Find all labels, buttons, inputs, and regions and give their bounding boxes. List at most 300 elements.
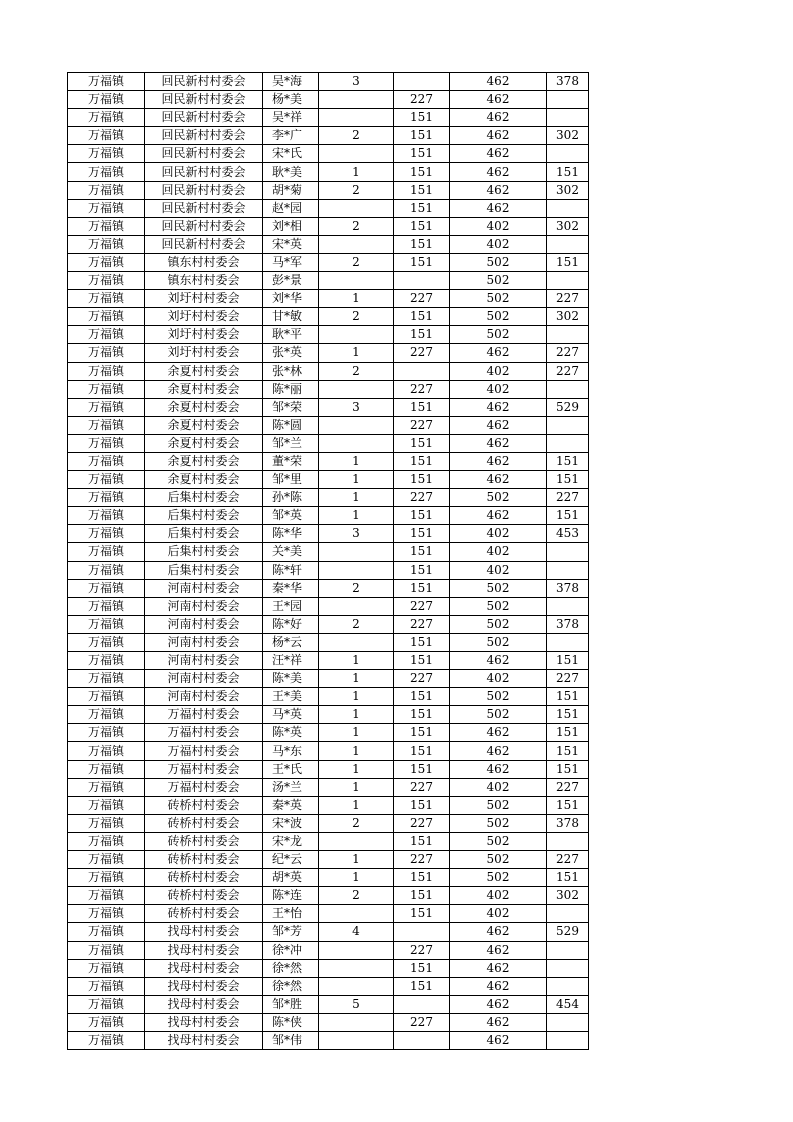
amount-c-cell (547, 832, 589, 850)
town-cell: 万福镇 (68, 561, 145, 579)
amount-c-cell: 151 (547, 724, 589, 742)
amount-b-cell: 462 (450, 181, 547, 199)
town-cell: 万福镇 (68, 905, 145, 923)
amount-c-cell (547, 959, 589, 977)
amount-b-cell: 502 (450, 253, 547, 271)
town-cell: 万福镇 (68, 995, 145, 1013)
amount-b-cell: 402 (450, 887, 547, 905)
table-row (68, 127, 589, 145)
amount-a-cell: 151 (394, 579, 450, 597)
committee-cell: 刘圩村村委会 (145, 290, 263, 308)
town-cell: 万福镇 (68, 724, 145, 742)
count-cell: 3 (319, 398, 394, 416)
committee-cell: 万福村村委会 (145, 760, 263, 778)
count-cell (319, 434, 394, 452)
amount-a-cell: 151 (394, 760, 450, 778)
table-row (68, 869, 589, 887)
count-cell: 1 (319, 452, 394, 470)
amount-c-cell: 302 (547, 127, 589, 145)
table-row (68, 344, 589, 362)
amount-b-cell: 462 (450, 109, 547, 127)
table-row (68, 724, 589, 742)
committee-cell: 刘圩村村委会 (145, 326, 263, 344)
amount-c-cell (547, 633, 589, 651)
amount-a-cell: 151 (394, 742, 450, 760)
count-cell (319, 416, 394, 434)
count-cell: 1 (319, 471, 394, 489)
name-cell: 邹*芳 (263, 923, 319, 941)
name-cell: 王*园 (263, 597, 319, 615)
amount-b-cell: 462 (450, 995, 547, 1013)
table-row (68, 525, 589, 543)
count-cell (319, 959, 394, 977)
town-cell: 万福镇 (68, 869, 145, 887)
table-row (68, 688, 589, 706)
amount-a-cell: 151 (394, 869, 450, 887)
name-cell: 耿*平 (263, 326, 319, 344)
count-cell (319, 561, 394, 579)
committee-cell: 河南村村委会 (145, 597, 263, 615)
town-cell: 万福镇 (68, 941, 145, 959)
amount-c-cell: 151 (547, 253, 589, 271)
amount-b-cell: 402 (450, 217, 547, 235)
count-cell: 1 (319, 670, 394, 688)
committee-cell: 镇东村村委会 (145, 272, 263, 290)
count-cell: 2 (319, 814, 394, 832)
count-cell: 1 (319, 344, 394, 362)
count-cell: 2 (319, 887, 394, 905)
count-cell: 2 (319, 217, 394, 235)
amount-a-cell: 151 (394, 199, 450, 217)
amount-b-cell: 462 (450, 923, 547, 941)
table-row (68, 832, 589, 850)
table-row (68, 941, 589, 959)
committee-cell: 砖桥村村委会 (145, 796, 263, 814)
amount-a-cell: 151 (394, 652, 450, 670)
table-row (68, 434, 589, 452)
count-cell: 1 (319, 507, 394, 525)
town-cell: 万福镇 (68, 253, 145, 271)
amount-b-cell: 502 (450, 869, 547, 887)
count-cell: 2 (319, 308, 394, 326)
name-cell: 陈*轩 (263, 561, 319, 579)
count-cell (319, 832, 394, 850)
amount-c-cell (547, 272, 589, 290)
amount-b-cell: 502 (450, 706, 547, 724)
count-cell (319, 109, 394, 127)
amount-a-cell: 151 (394, 525, 450, 543)
count-cell (319, 1013, 394, 1031)
table-row (68, 1013, 589, 1031)
committee-cell: 后集村村委会 (145, 561, 263, 579)
town-cell: 万福镇 (68, 814, 145, 832)
committee-cell: 砖桥村村委会 (145, 905, 263, 923)
town-cell: 万福镇 (68, 362, 145, 380)
committee-cell: 砖桥村村委会 (145, 869, 263, 887)
amount-b-cell: 402 (450, 561, 547, 579)
table-row (68, 163, 589, 181)
name-cell: 刘*华 (263, 290, 319, 308)
committee-cell: 余夏村村委会 (145, 452, 263, 470)
committee-cell: 刘圩村村委会 (145, 344, 263, 362)
committee-cell: 找母村村委会 (145, 923, 263, 941)
town-cell: 万福镇 (68, 489, 145, 507)
amount-c-cell: 378 (547, 579, 589, 597)
town-cell: 万福镇 (68, 670, 145, 688)
name-cell: 秦*华 (263, 579, 319, 597)
committee-cell: 万福村村委会 (145, 742, 263, 760)
amount-a-cell: 151 (394, 796, 450, 814)
name-cell: 胡*菊 (263, 181, 319, 199)
committee-cell: 回民新村村委会 (145, 199, 263, 217)
amount-a-cell: 151 (394, 308, 450, 326)
amount-a-cell: 151 (394, 561, 450, 579)
table-row (68, 543, 589, 561)
committee-cell: 余夏村村委会 (145, 398, 263, 416)
table-row (68, 760, 589, 778)
amount-b-cell: 462 (450, 507, 547, 525)
amount-c-cell: 227 (547, 778, 589, 796)
town-cell: 万福镇 (68, 91, 145, 109)
committee-cell: 砖桥村村委会 (145, 814, 263, 832)
amount-c-cell (547, 91, 589, 109)
amount-b-cell: 502 (450, 579, 547, 597)
committee-cell: 回民新村村委会 (145, 181, 263, 199)
amount-a-cell: 227 (394, 1013, 450, 1031)
amount-b-cell: 462 (450, 163, 547, 181)
name-cell: 王*氏 (263, 760, 319, 778)
table-row (68, 398, 589, 416)
town-cell: 万福镇 (68, 688, 145, 706)
committee-cell: 河南村村委会 (145, 615, 263, 633)
committee-cell: 余夏村村委会 (145, 471, 263, 489)
committee-cell: 万福村村委会 (145, 778, 263, 796)
amount-a-cell: 151 (394, 127, 450, 145)
committee-cell: 找母村村委会 (145, 959, 263, 977)
town-cell: 万福镇 (68, 760, 145, 778)
amount-b-cell: 462 (450, 434, 547, 452)
amount-a-cell: 227 (394, 380, 450, 398)
name-cell: 汤*兰 (263, 778, 319, 796)
amount-c-cell: 151 (547, 652, 589, 670)
amount-c-cell: 227 (547, 851, 589, 869)
amount-c-cell: 227 (547, 670, 589, 688)
town-cell: 万福镇 (68, 199, 145, 217)
name-cell: 甘*敏 (263, 308, 319, 326)
amount-c-cell: 302 (547, 308, 589, 326)
amount-a-cell: 227 (394, 814, 450, 832)
town-cell: 万福镇 (68, 778, 145, 796)
amount-c-cell: 529 (547, 923, 589, 941)
town-cell: 万福镇 (68, 471, 145, 489)
town-cell: 万福镇 (68, 796, 145, 814)
name-cell: 李*广 (263, 127, 319, 145)
town-cell: 万福镇 (68, 398, 145, 416)
amount-b-cell: 462 (450, 471, 547, 489)
amount-b-cell: 462 (450, 652, 547, 670)
amount-b-cell: 502 (450, 688, 547, 706)
committee-cell: 找母村村委会 (145, 1031, 263, 1049)
amount-b-cell: 462 (450, 416, 547, 434)
table-row (68, 145, 589, 163)
town-cell: 万福镇 (68, 706, 145, 724)
amount-a-cell: 227 (394, 290, 450, 308)
amount-c-cell: 227 (547, 290, 589, 308)
name-cell: 宋*波 (263, 814, 319, 832)
table-row (68, 995, 589, 1013)
amount-b-cell: 462 (450, 199, 547, 217)
amount-c-cell: 453 (547, 525, 589, 543)
amount-a-cell (394, 1031, 450, 1049)
count-cell: 5 (319, 995, 394, 1013)
name-cell: 马*军 (263, 253, 319, 271)
amount-b-cell: 402 (450, 525, 547, 543)
amount-b-cell: 462 (450, 977, 547, 995)
amount-c-cell (547, 905, 589, 923)
committee-cell: 万福村村委会 (145, 724, 263, 742)
amount-c-cell: 302 (547, 181, 589, 199)
amount-b-cell: 462 (450, 91, 547, 109)
amount-a-cell: 151 (394, 163, 450, 181)
count-cell (319, 326, 394, 344)
table-row (68, 489, 589, 507)
name-cell: 关*美 (263, 543, 319, 561)
town-cell: 万福镇 (68, 543, 145, 561)
table-row (68, 217, 589, 235)
name-cell: 秦*英 (263, 796, 319, 814)
amount-c-cell: 227 (547, 362, 589, 380)
amount-b-cell: 502 (450, 597, 547, 615)
amount-b-cell: 462 (450, 1031, 547, 1049)
amount-c-cell: 302 (547, 217, 589, 235)
name-cell: 徐*然 (263, 977, 319, 995)
table-row (68, 796, 589, 814)
amount-c-cell: 227 (547, 344, 589, 362)
amount-a-cell: 151 (394, 217, 450, 235)
count-cell: 3 (319, 525, 394, 543)
amount-c-cell: 151 (547, 869, 589, 887)
committee-cell: 后集村村委会 (145, 543, 263, 561)
name-cell: 邹*英 (263, 507, 319, 525)
amount-c-cell (547, 380, 589, 398)
amount-a-cell: 151 (394, 832, 450, 850)
town-cell: 万福镇 (68, 959, 145, 977)
town-cell: 万福镇 (68, 597, 145, 615)
name-cell: 陈*英 (263, 724, 319, 742)
amount-a-cell: 151 (394, 181, 450, 199)
committee-cell: 刘圩村村委会 (145, 308, 263, 326)
amount-a-cell: 151 (394, 253, 450, 271)
committee-cell: 后集村村委会 (145, 507, 263, 525)
count-cell (319, 145, 394, 163)
amount-a-cell: 151 (394, 145, 450, 163)
amount-b-cell: 462 (450, 1013, 547, 1031)
amount-a-cell: 151 (394, 326, 450, 344)
town-cell: 万福镇 (68, 416, 145, 434)
count-cell (319, 380, 394, 398)
amount-a-cell: 151 (394, 543, 450, 561)
table-row (68, 652, 589, 670)
amount-a-cell: 227 (394, 489, 450, 507)
amount-b-cell: 402 (450, 362, 547, 380)
amount-c-cell: 378 (547, 615, 589, 633)
amount-a-cell: 227 (394, 344, 450, 362)
count-cell: 1 (319, 489, 394, 507)
name-cell: 邹*兰 (263, 434, 319, 452)
amount-c-cell: 302 (547, 887, 589, 905)
table-row (68, 73, 589, 91)
table-row (68, 181, 589, 199)
count-cell (319, 977, 394, 995)
town-cell: 万福镇 (68, 145, 145, 163)
table-row (68, 452, 589, 470)
amount-a-cell (394, 73, 450, 91)
amount-b-cell: 402 (450, 905, 547, 923)
town-cell: 万福镇 (68, 652, 145, 670)
town-cell: 万福镇 (68, 290, 145, 308)
table-row (68, 290, 589, 308)
count-cell: 2 (319, 615, 394, 633)
town-cell: 万福镇 (68, 235, 145, 253)
name-cell: 董*荣 (263, 452, 319, 470)
committee-cell: 余夏村村委会 (145, 434, 263, 452)
table-row (68, 416, 589, 434)
table-row (68, 561, 589, 579)
amount-c-cell: 151 (547, 760, 589, 778)
name-cell: 陈*侠 (263, 1013, 319, 1031)
count-cell (319, 91, 394, 109)
table-row (68, 326, 589, 344)
table-row (68, 670, 589, 688)
amount-c-cell (547, 1013, 589, 1031)
name-cell: 陈*华 (263, 525, 319, 543)
name-cell: 吴*祥 (263, 109, 319, 127)
amount-a-cell: 151 (394, 977, 450, 995)
count-cell: 1 (319, 688, 394, 706)
town-cell: 万福镇 (68, 272, 145, 290)
amount-a-cell: 151 (394, 905, 450, 923)
amount-b-cell: 462 (450, 452, 547, 470)
town-cell: 万福镇 (68, 326, 145, 344)
name-cell: 徐*冲 (263, 941, 319, 959)
town-cell: 万福镇 (68, 127, 145, 145)
name-cell: 宋*龙 (263, 832, 319, 850)
name-cell: 陈*圆 (263, 416, 319, 434)
amount-b-cell: 502 (450, 326, 547, 344)
name-cell: 孙*陈 (263, 489, 319, 507)
committee-cell: 回民新村村委会 (145, 163, 263, 181)
committee-cell: 找母村村委会 (145, 941, 263, 959)
amount-b-cell: 502 (450, 633, 547, 651)
amount-a-cell: 151 (394, 452, 450, 470)
committee-cell: 后集村村委会 (145, 489, 263, 507)
amount-b-cell: 402 (450, 235, 547, 253)
table-row (68, 959, 589, 977)
table-row (68, 633, 589, 651)
table-row (68, 977, 589, 995)
amount-c-cell: 151 (547, 688, 589, 706)
town-cell: 万福镇 (68, 742, 145, 760)
name-cell: 彭*景 (263, 272, 319, 290)
amount-c-cell (547, 1031, 589, 1049)
amount-a-cell: 227 (394, 91, 450, 109)
count-cell: 3 (319, 73, 394, 91)
data-table (67, 72, 589, 1050)
amount-c-cell: 529 (547, 398, 589, 416)
amount-c-cell: 151 (547, 796, 589, 814)
amount-c-cell: 378 (547, 814, 589, 832)
committee-cell: 河南村村委会 (145, 579, 263, 597)
town-cell: 万福镇 (68, 1031, 145, 1049)
amount-b-cell: 462 (450, 344, 547, 362)
count-cell (319, 272, 394, 290)
table-row (68, 1031, 589, 1049)
amount-c-cell (547, 416, 589, 434)
amount-c-cell (547, 597, 589, 615)
count-cell: 1 (319, 851, 394, 869)
committee-cell: 后集村村委会 (145, 525, 263, 543)
table-row (68, 362, 589, 380)
town-cell: 万福镇 (68, 977, 145, 995)
amount-c-cell (547, 326, 589, 344)
count-cell: 1 (319, 760, 394, 778)
table-row (68, 706, 589, 724)
name-cell: 胡*英 (263, 869, 319, 887)
amount-b-cell: 402 (450, 543, 547, 561)
town-cell: 万福镇 (68, 73, 145, 91)
amount-c-cell (547, 434, 589, 452)
count-cell (319, 1031, 394, 1049)
table-row (68, 199, 589, 217)
name-cell: 马*英 (263, 706, 319, 724)
amount-c-cell: 151 (547, 163, 589, 181)
committee-cell: 河南村村委会 (145, 688, 263, 706)
name-cell: 赵*园 (263, 199, 319, 217)
table-row (68, 579, 589, 597)
amount-a-cell (394, 995, 450, 1013)
table-row (68, 91, 589, 109)
town-cell: 万福镇 (68, 579, 145, 597)
name-cell: 耿*美 (263, 163, 319, 181)
committee-cell: 余夏村村委会 (145, 380, 263, 398)
committee-cell: 河南村村委会 (145, 670, 263, 688)
amount-a-cell: 151 (394, 109, 450, 127)
town-cell: 万福镇 (68, 525, 145, 543)
committee-cell: 回民新村村委会 (145, 145, 263, 163)
count-cell: 2 (319, 362, 394, 380)
town-cell: 万福镇 (68, 344, 145, 362)
amount-a-cell: 151 (394, 507, 450, 525)
amount-a-cell: 227 (394, 416, 450, 434)
amount-b-cell: 462 (450, 73, 547, 91)
amount-c-cell: 151 (547, 706, 589, 724)
table-row (68, 235, 589, 253)
name-cell: 纪*云 (263, 851, 319, 869)
table-row (68, 778, 589, 796)
name-cell: 张*英 (263, 344, 319, 362)
amount-c-cell (547, 561, 589, 579)
name-cell: 杨*云 (263, 633, 319, 651)
amount-a-cell: 151 (394, 724, 450, 742)
name-cell: 宋*英 (263, 235, 319, 253)
count-cell: 1 (319, 742, 394, 760)
amount-c-cell: 151 (547, 507, 589, 525)
table-row (68, 615, 589, 633)
amount-b-cell: 462 (450, 941, 547, 959)
table-row (68, 851, 589, 869)
committee-cell: 找母村村委会 (145, 977, 263, 995)
count-cell: 1 (319, 724, 394, 742)
